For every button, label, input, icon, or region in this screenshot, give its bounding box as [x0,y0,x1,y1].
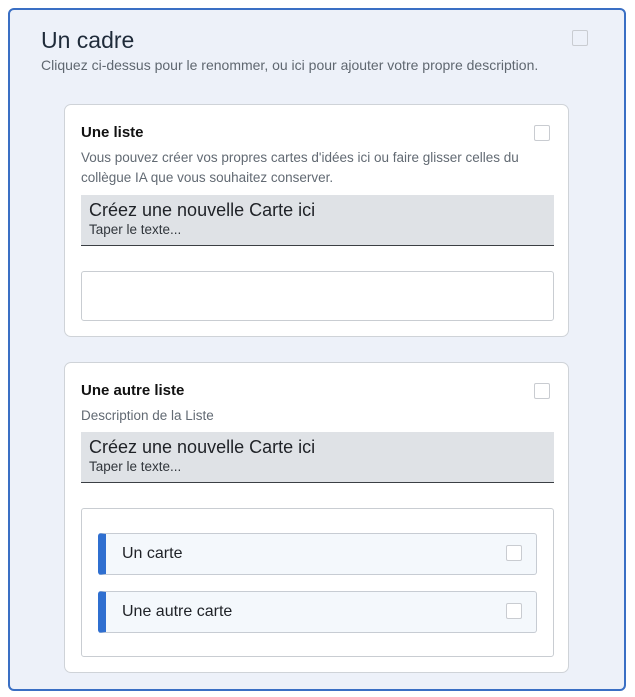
list-select-checkbox[interactable] [534,125,550,141]
list-card [64,362,569,673]
frame-select-checkbox[interactable] [572,30,588,46]
new-card-title: Créez une nouvelle Carte ici [89,437,316,457]
new-card-form [81,195,554,246]
card-select-checkbox[interactable] [506,545,522,561]
frame-description[interactable]: Cliquez ci-dessus pour le renommer, ou ici pour ajouter votre propre description. [41,57,539,73]
card-label: Un carte [122,545,183,562]
new-card-text-input[interactable] [89,459,529,474]
list-description[interactable]: Vous pouvez créer vos propres cartes d'idées ici ou faire glisser celles du collègue IA que vous souhaitez conserver. [81,150,519,185]
idea-card[interactable] [98,591,537,633]
new-card-title: Créez une nouvelle Carte ici [89,200,316,220]
idea-card[interactable] [98,533,537,575]
frame-title[interactable]: Un cadre [41,27,135,53]
list-title[interactable]: Une liste [81,124,144,141]
list-description[interactable]: Description de la Liste [81,408,214,423]
list-select-checkbox[interactable] [534,383,550,399]
new-card-text-input[interactable] [89,222,529,237]
card-drop-zone[interactable] [81,508,554,657]
card-select-checkbox[interactable] [506,603,522,619]
new-card-form [81,432,554,483]
frame[interactable] [8,8,626,691]
list-title[interactable]: Une autre liste [81,382,185,399]
card-drop-zone[interactable] [81,271,554,321]
card-label: Une autre carte [122,603,233,620]
list-card [64,104,569,337]
